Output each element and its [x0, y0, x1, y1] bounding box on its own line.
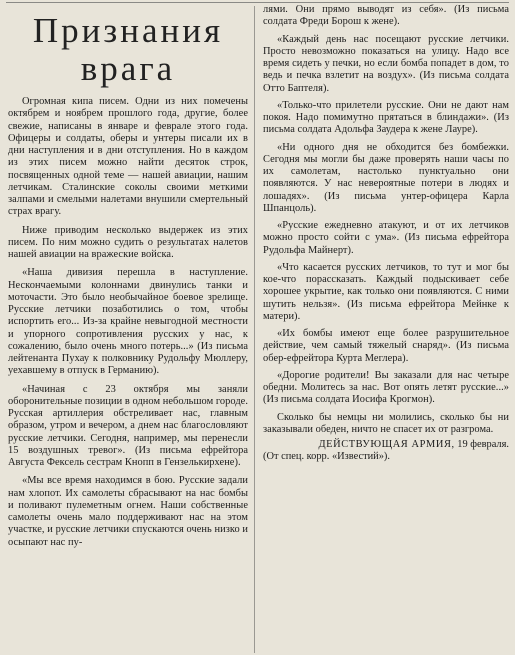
letter-quote-zauder: «Только-что прилетели русские. Они не дают нам покоя. Надо помимутно прятаться в блиндажи». (Из письма солдата Адольфа Заудера к жене Лауре).	[263, 99, 509, 136]
letter-quote-pukhau: «Наша дивизия перешла в наступление. Нескончаемыми колоннами двинулись танки и моточасти. Это было необычайное боевое зрелище. Русские летчики позаботились о том, чтобы испортить его... Из-за крайне невыгодной местности и упорного сопротивления русских у нас, к сожалению, было очень много потерь...» (Из письма лейтенанта Пухау к полковнику Рудольфу Мюллеру, уехавшему в отпуск в Германию).	[8, 267, 248, 377]
byline	[263, 439, 509, 451]
top-rule	[6, 2, 509, 3]
byline-source: (От спец. корр. «Известий»).	[263, 451, 390, 463]
letter-quote-megler: «Их бомбы имеют еще более разрушительное действие, чем самый тяжелый снаряд». (Из письма обер-ефрейтора Курта Меглера).	[263, 328, 509, 364]
letter-quote-mainert: «Русские ежедневно атакуют, и от их летчиков можно просто сойти с ума». (Из письма ефрейтора Рудольфа Майнерт).	[263, 220, 509, 256]
lead-in-paragraph: Ниже приводим несколько выдержек из этих писем. По ним можно судить о результатах налетов нашей авиации на вражеские войска.	[8, 224, 248, 260]
article-columns	[8, 4, 509, 653]
letter-quote-krogmon: «Дорогие родители! Вы заказали для нас четыре обедни. Молитесь за нас. Вот опять летят русские...» (Из письма солдата Иосифа Крогмон).	[263, 369, 509, 406]
letter-quote-borosh-end: лями. Они прямо выводят из себя». (Из письма солдата Фреди Борош к жене).	[263, 4, 509, 28]
intro-paragraph: Огромная кипа писем. Одни из них помечены октябрем и ноябрем прошлого года, другие, более свежие, написаны в январе и феврале этого года. Офицеры и солдаты, оберы и унтеры писали их в дни наступления и в дни отступления. Но в каждом из этих писем можно найти десяток строк, посвященных одной теме — нашей авиации, нашим летчикам. Сталинские соколы своими меткими залпами и смелыми налетами внушили смертельный страх врагу.	[8, 96, 248, 218]
letter-quote-baptel: «Каждый день нас посещают русские летчики. Просто невозможно показаться на улицу. Надо все время сидеть у печки, но если бомба попадет в дом, то ведь и печка взлетит на воздух». (Из письма солдата Отто Баптеля).	[263, 33, 509, 94]
byline-unit: ДЕЙСТВУЮЩАЯ АРМИЯ,	[318, 439, 455, 450]
letter-quote-meinke: «Что касается русских летчиков, то тут и мог бы кое-что порассказать. Каждый подыскивает себе хорошее укрытие, как только они появляются. С ними шутить нельзя». (Из письма ефрейтора Мейнке к матери).	[263, 261, 509, 322]
article-title: Признания врага	[32, 11, 224, 88]
byline-date: 19 февраля.	[457, 439, 509, 450]
letter-quote-feksel: «Начиная с 23 октября мы заняли оборонительные позиции в одном небольшом городе. Русская артиллерия обстреливает нас, главным образом, утром и вечером, а днем нас благословляют русские летчики. Сегодня, например, мы перенесли 15 воздушных тревог». (Из письма ефрейтора Августа Фексель сестрам Кнопп в Гензелькирхене).	[8, 383, 248, 468]
letter-quote-borosh-start: «Мы все время находимся в бою. Русские задали нам хлопот. Их самолеты сбрасывают на нас бомбы и поливают пулеметным огнем. Наши собственные самолеты очень мало поддерживают нас на этом участке, и русские летчики спускаются очень низко и осыпают нас пу-	[8, 475, 248, 548]
closing-paragraph: Сколько бы немцы ни молились, сколько бы ни заказывали обеден, ничто не спасет их от разгрома.	[263, 411, 509, 435]
column-divider	[254, 6, 255, 653]
left-column	[8, 4, 254, 653]
right-column	[257, 4, 509, 653]
letter-quote-shpantsol: «Ни одного дня не обходится без бомбежки. Сегодня мы могли бы даже проверять наши часы по их самолетам, настолько пунктуально они появляются. У нас невероятные потери в людях и лошадях». (Из письма унтер-офицера Карла Шпанцоль).	[263, 141, 509, 214]
